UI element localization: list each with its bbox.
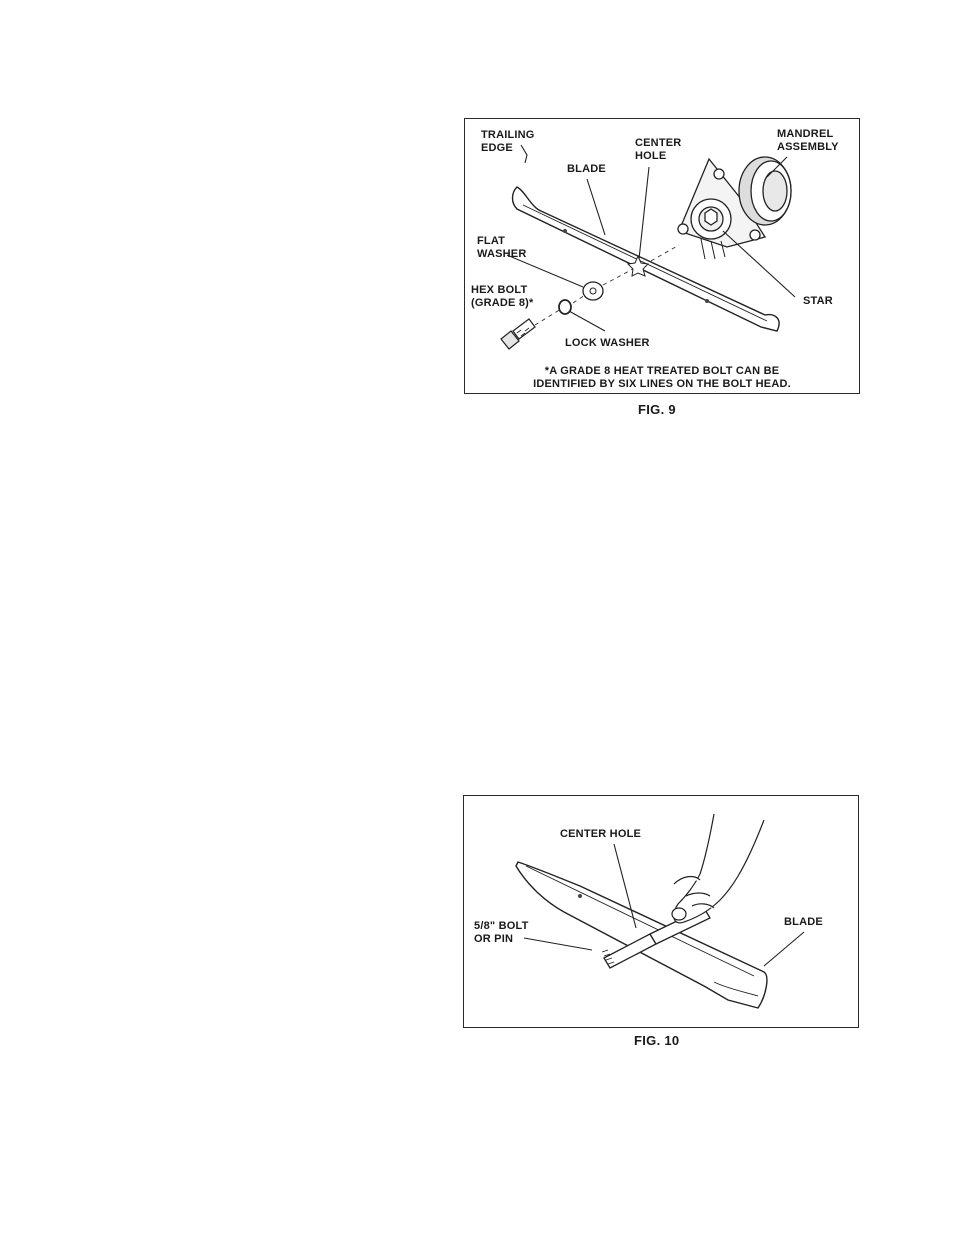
figure-10-frame (463, 795, 859, 1028)
label-center-hole: CENTER HOLE (635, 137, 682, 162)
label-bolt-or-pin: 5/8" BOLT OR PIN (474, 920, 529, 945)
label-mandrel-assembly: MANDREL ASSEMBLY (777, 128, 839, 153)
figure-9-frame (464, 118, 860, 394)
label-trailing-edge: TRAILING EDGE (481, 129, 535, 154)
label-blade: BLADE (567, 163, 606, 175)
label-flat-washer: FLAT WASHER (477, 235, 527, 260)
hand-illustration (672, 814, 764, 923)
figure-10-illustration (464, 796, 858, 1027)
label-center-hole: CENTER HOLE (560, 828, 642, 840)
label-lock-washer: LOCK WASHER (565, 337, 650, 349)
label-hex-bolt: HEX BOLT (GRADE 8)* (471, 284, 534, 309)
figure-10-caption: FIG. 10 (634, 1033, 680, 1048)
hex-bolt-illustration (501, 319, 535, 349)
label-blade: BLADE (784, 916, 823, 928)
mandrel-assembly-illustration (678, 157, 791, 259)
figure-9-caption: FIG. 9 (638, 402, 676, 417)
lock-washer-illustration (559, 300, 571, 314)
flat-washer-illustration (583, 282, 603, 300)
grade-8-bolt-note: *A GRADE 8 HEAT TREATED BOLT CAN BE IDENTIFIED BY SIX LINES ON THE BOLT HEAD. (533, 365, 791, 390)
label-star: STAR (803, 295, 833, 307)
assembly-path-line (535, 245, 679, 325)
